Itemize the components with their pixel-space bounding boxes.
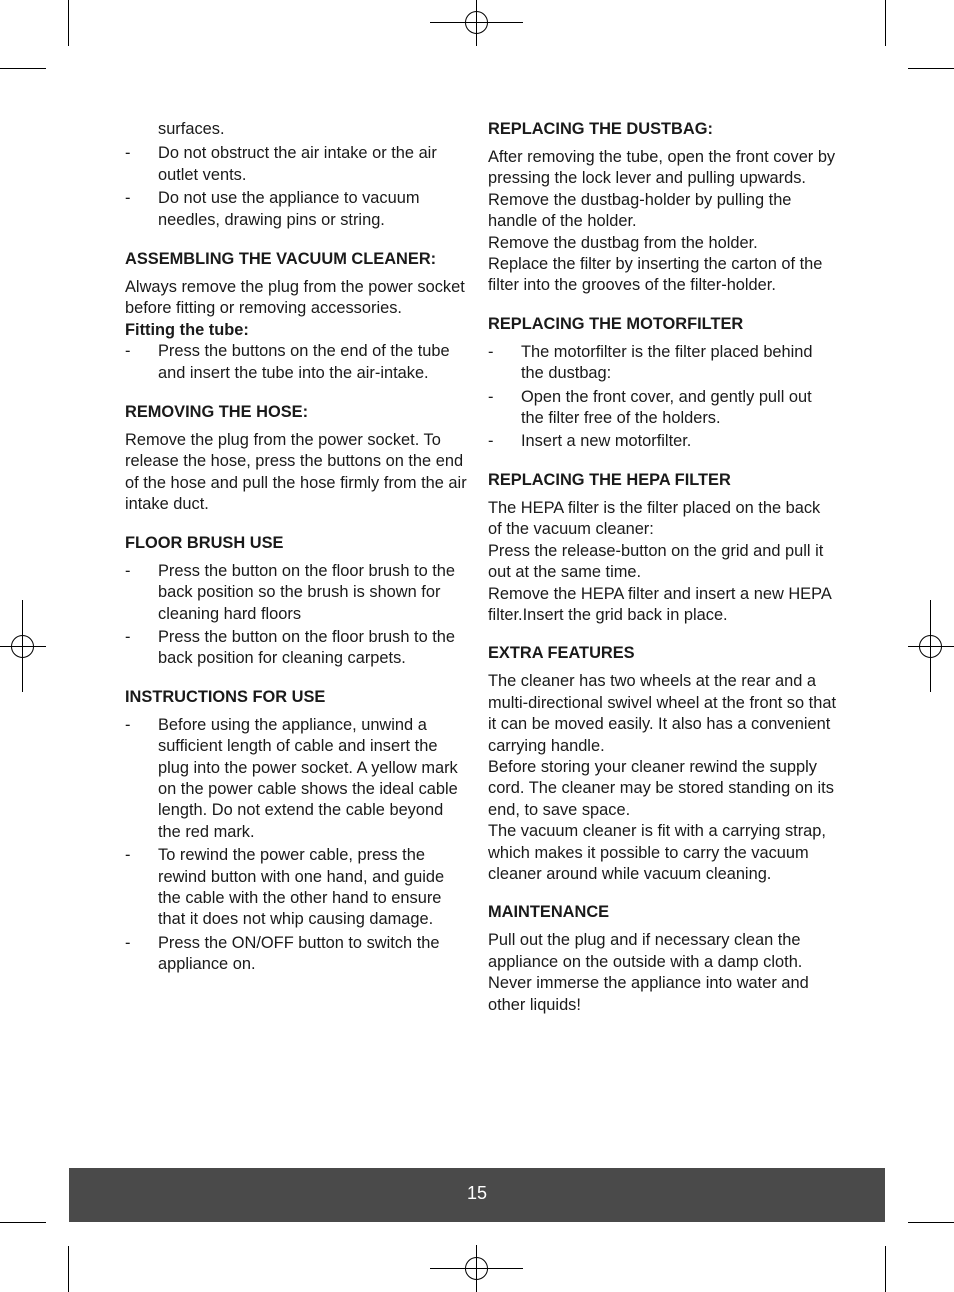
paragraph: The cleaner has two wheels at the rear and a multi-directional swivel wheel at the front so that it can be moved easily. It also has a convenient carrying handle. [488, 672, 837, 755]
list-item: - Do not use the appliance to vacuum needles, drawing pins or string. [125, 189, 420, 229]
section-heading: REPLACING THE DUSTBAG: [488, 120, 713, 138]
section-heading: REMOVING THE HOSE: [125, 403, 309, 422]
page-number: 15 [466, 1183, 488, 1203]
paragraph: Press the release-button on the grid and pull it out at the same time. [488, 541, 824, 582]
subheading: Fitting the tube: [125, 320, 249, 339]
list-item: - The motorfilter is the filter placed behind the dustbag: [488, 342, 813, 383]
motorfilter-bullets [488, 342, 838, 453]
section-heading: MAINTENANCE [488, 903, 610, 922]
assembling-bullets [125, 341, 470, 384]
paragraph: Replace the filter by inserting the carton of the filter into the grooves of the filter-holder. [488, 255, 823, 295]
list-item: - Press the button on the floor brush to the back position for cleaning carpets. [125, 627, 456, 668]
list-item: - Open the front cover, and gently pull out the filter free of the holders. [488, 387, 812, 428]
paragraph: The HEPA filter is the filter placed on the back of the vacuum cleaner: [488, 498, 821, 539]
instructions-bullets [125, 715, 470, 976]
paragraph: Never immerse the appliance into water and other liquids! [488, 974, 809, 1014]
list-item: - Press the buttons on the end of the tube and insert the tube into the air-intake. [125, 342, 450, 382]
right-column [488, 119, 838, 1032]
list-item: - Press the ON/OFF button to switch the appliance on. [125, 933, 440, 974]
intro-bullets [125, 143, 470, 231]
paragraph: Before storing your cleaner rewind the supply cord. The cleaner may be stored standing on its end, to save space. [488, 757, 834, 819]
paragraph: The vacuum cleaner is fit with a carrying strap, which makes it possible to carry the vacuum cleaner around while vacuum cleaning. [488, 822, 826, 883]
paragraph: Pull out the plug and if necessary clean the appliance on the outside with a damp cloth. [488, 931, 803, 971]
section-heading: REPLACING THE HEPA FILTER [488, 470, 731, 489]
floor-brush-section [125, 533, 470, 670]
list-item: - Insert a new motorfilter. [488, 432, 692, 451]
section-heading: INSTRUCTIONS FOR USE [125, 687, 326, 706]
floor-brush-bullets [125, 561, 470, 670]
hepa-section [488, 470, 838, 626]
extra-features-section [488, 643, 838, 885]
dustbag-section [488, 119, 838, 297]
paragraph: Remove the dustbag from the holder. [488, 233, 758, 252]
list-item: - To rewind the power cable, press the rewind button with one hand, and guide the cable with the other hand to ensure that it does not whip causing damage. [125, 846, 445, 929]
maintenance-section [488, 902, 838, 1016]
removing-hose-section [125, 402, 470, 516]
left-column [125, 119, 470, 992]
motorfilter-section [488, 314, 838, 453]
list-item: - Do not obstruct the air intake or the air outlet vents. [125, 144, 437, 184]
footer-bar [69, 1168, 885, 1222]
section-heading: EXTRA FEATURES [488, 644, 635, 663]
list-item: - Before using the appliance, unwind a sufficient length of cable and insert the plug into the power socket. A yellow mark on the power cable shows the ideal cable length. Do not extend the cable beyond the red mark. [125, 715, 458, 841]
assembling-section [125, 249, 470, 384]
paragraph: After removing the tube, open the front cover by pressing the lock lever and pulling upwards. [488, 148, 836, 188]
paragraph: Remove the HEPA filter and insert a new HEPA filter.Insert the grid back in place. [488, 584, 831, 624]
list-item: - Press the button on the floor brush to the back position so the brush is shown for cleaning hard floors [125, 561, 456, 623]
section-heading: REPLACING THE MOTORFILTER [488, 314, 744, 333]
section-heading: FLOOR BRUSH USE [125, 533, 284, 552]
intro-continuation: surfaces. [158, 120, 225, 138]
intro-section [125, 119, 470, 231]
paragraph: Always remove the plug from the power socket before fitting or removing accessories. [125, 278, 465, 318]
instructions-section [125, 687, 470, 976]
section-heading: ASSEMBLING THE VACUUM CLEANER: [125, 250, 437, 269]
paragraph: Remove the dustbag-holder by pulling the handle of the holder. [488, 190, 792, 231]
paragraph: Remove the plug from the power socket. To release the hose, press the buttons on the end of the hose and pull the hose firmly from the air intake duct. [125, 431, 467, 514]
